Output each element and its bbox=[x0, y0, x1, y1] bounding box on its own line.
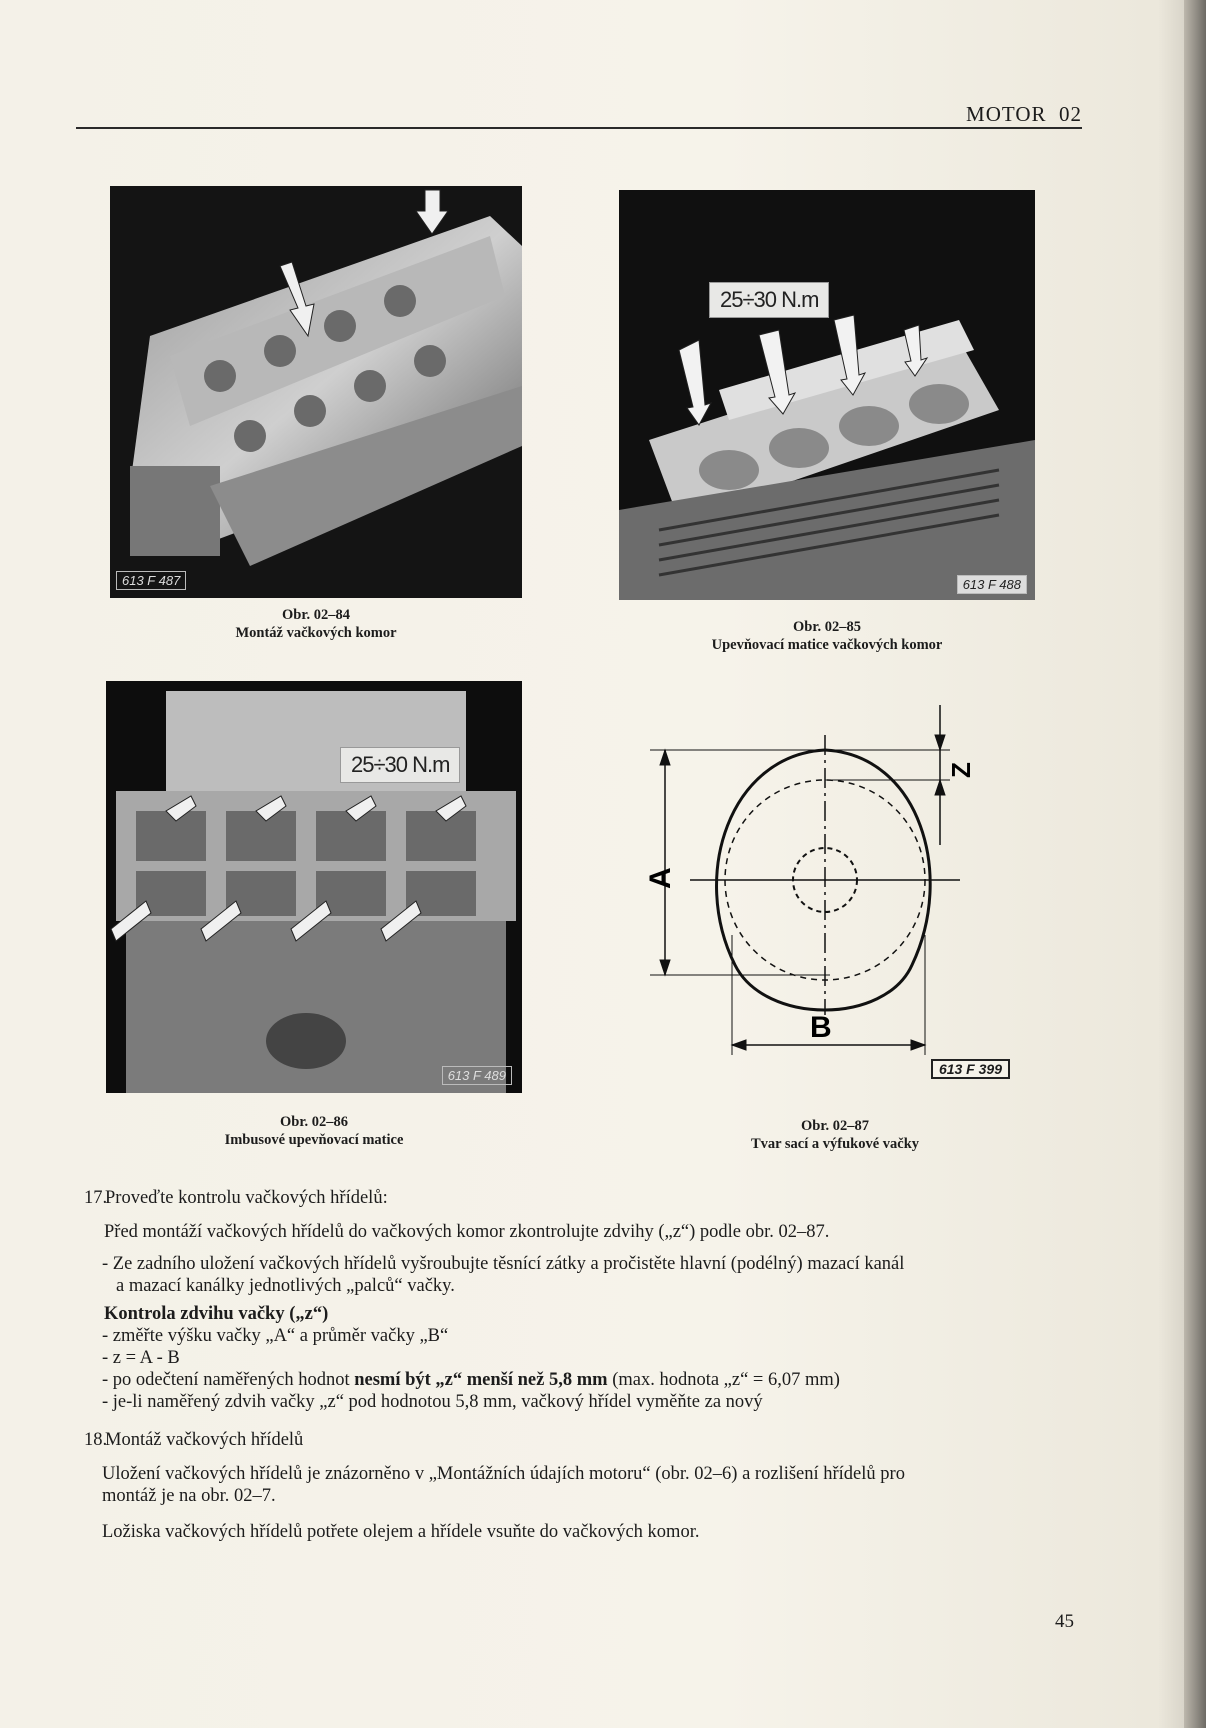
caption-02-87 bbox=[690, 1117, 980, 1153]
text-run-bold: nesmí být „z“ menší než 5,8 mm bbox=[354, 1370, 608, 1390]
step-number: 17. bbox=[84, 1188, 108, 1208]
step-title: Montáž vačkových hřídelů bbox=[105, 1430, 304, 1450]
check-line: - změřte výšku vačky „A“ a průměr vačky „B“ bbox=[102, 1326, 449, 1346]
caption-02-86 bbox=[106, 1113, 522, 1149]
check-line: - je-li naměřený zdvih vačky „z“ pod hodnotou 5,8 mm, vačkový hřídel vyměňte za nový bbox=[102, 1392, 763, 1412]
diagram-tag: 613 F 399 bbox=[931, 1059, 1010, 1079]
step-number: 18. bbox=[84, 1430, 108, 1450]
photo-02-86 bbox=[106, 681, 522, 1093]
running-header bbox=[966, 102, 1082, 127]
figure-title: Imbusové upevňovací matice bbox=[224, 1132, 404, 1148]
step-17-line: - Ze zadního uložení vačkových hřídelů vyšroubujte těsnící zátky a pročistěte hlavní (podélný) mazací kanál bbox=[102, 1254, 905, 1274]
photo-tag: 613 F 487 bbox=[116, 571, 186, 590]
engine-photo-illustration bbox=[619, 190, 1035, 600]
header-title: MOTOR bbox=[966, 102, 1047, 126]
page-number: 45 bbox=[1055, 1611, 1074, 1632]
figure-title: Tvar sací a výfukové vačky bbox=[750, 1136, 920, 1152]
photo-02-84 bbox=[110, 186, 522, 598]
header-chapter: 02 bbox=[1059, 102, 1082, 126]
cam-profile-svg bbox=[644, 695, 1010, 1075]
step-17-paragraph: Před montáží vačkových hřídelů do vačkových komor zkontrolujte zdvihy („z“) podle obr. 02–87. bbox=[104, 1222, 830, 1242]
figure-title: Montáž vačkových komor bbox=[235, 625, 397, 641]
text-run: - po odečtení naměřených hodnot bbox=[102, 1370, 355, 1390]
step-18-line: montáž je na obr. 02–7. bbox=[102, 1486, 276, 1506]
check-line: - z = A - B bbox=[102, 1348, 180, 1368]
cam-lift-check-title: Kontrola zdvihu vačky („z“) bbox=[104, 1304, 329, 1324]
cam-diagram bbox=[644, 695, 1010, 1077]
figure-number: Obr. 02–85 bbox=[793, 619, 861, 635]
step-18-line: Uložení vačkových hřídelů je znázorněno v „Montážních údajích motoru“ (obr. 02–6) a rozlišení hřídelů pro bbox=[102, 1464, 905, 1484]
header-rule bbox=[76, 127, 1082, 129]
book-spine bbox=[1184, 0, 1206, 1728]
step-17-line: a mazací kanálky jednotlivých „palců“ vačky. bbox=[116, 1276, 455, 1296]
figure-number: Obr. 02–86 bbox=[280, 1114, 348, 1130]
torque-label: 25÷30 N.m bbox=[709, 282, 829, 318]
photo-02-85 bbox=[619, 190, 1035, 600]
step-18-paragraph: Ložiska vačkových hřídelů potřete olejem a hřídele vsuňte do vačkových komor. bbox=[102, 1522, 700, 1542]
photo-tag: 613 F 488 bbox=[957, 575, 1027, 594]
text-run: (max. hodnota „z“ = 6,07 mm) bbox=[607, 1370, 840, 1390]
label-z: Z bbox=[946, 762, 976, 778]
label-a: A bbox=[644, 867, 677, 889]
label-b: B bbox=[810, 1011, 832, 1044]
figure-title: Upevňovací matice vačkových komor bbox=[711, 637, 943, 653]
torque-label: 25÷30 N.m bbox=[340, 747, 460, 783]
engine-photo-illustration bbox=[106, 681, 522, 1093]
engine-photo-illustration bbox=[110, 186, 522, 598]
caption-02-84 bbox=[110, 606, 522, 642]
step-title: Proveďte kontrolu vačkových hřídelů: bbox=[105, 1188, 388, 1208]
caption-02-85 bbox=[619, 618, 1035, 654]
figure-number: Obr. 02–84 bbox=[282, 607, 350, 623]
photo-tag: 613 F 489 bbox=[442, 1066, 512, 1085]
figure-number: Obr. 02–87 bbox=[801, 1118, 869, 1134]
check-line bbox=[102, 1369, 1102, 1391]
